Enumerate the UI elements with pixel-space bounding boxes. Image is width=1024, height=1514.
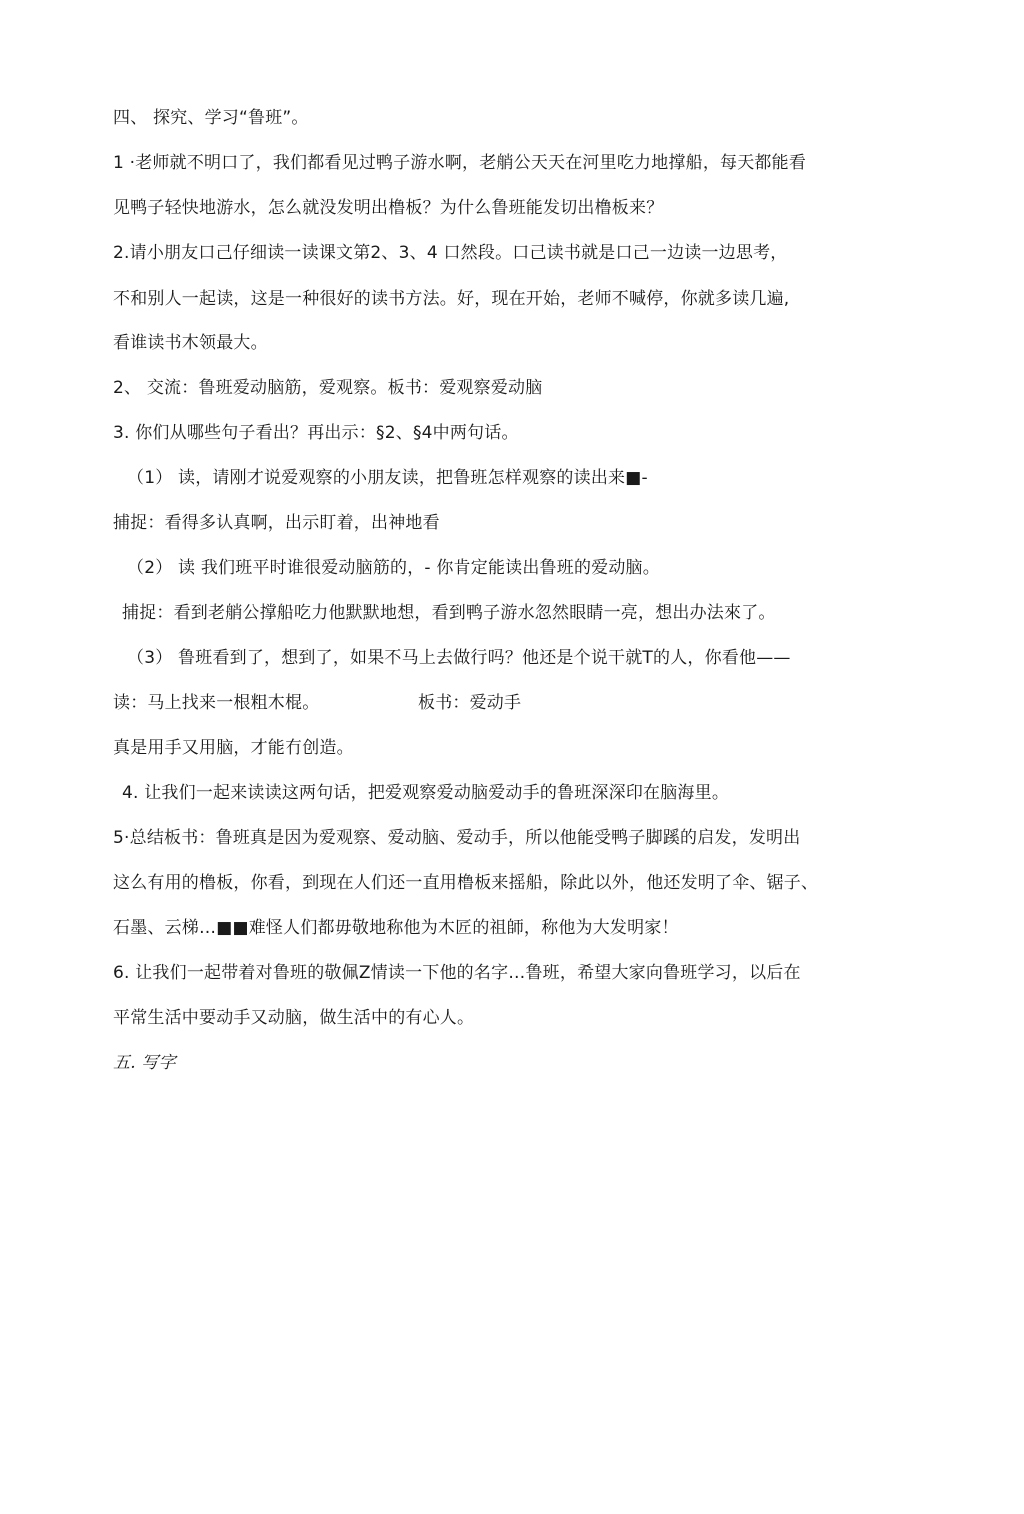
item-1-capture: 捕捉：看得多认真啊，出示盯着，出神地看 xyxy=(113,513,440,533)
item-3-summary: 真是用手又用脑，才能冇创造。 xyxy=(113,738,354,758)
item-3-read: （3） 鲁班看到了，想到了，如果不马上去做行吗？他还是个说干就T的人，你看他—— xyxy=(127,648,791,668)
item-2-capture: 捕捉：看到老艄公撑船吃力他默默地想，看到鸭子游水忽然眼睛一亮，想出办法來了。 xyxy=(122,603,776,623)
section-heading-4: 四、 探究、学习“鲁班”。 xyxy=(113,108,309,128)
item-1-read: （1） 读，请刚才说爱观察的小朋友读，把鲁班怎样观察的读出来■- xyxy=(127,468,648,488)
paragraph-7-line-2: 平常生活中要动手又动脑，做生活中的有心人。 xyxy=(113,1008,475,1028)
section-heading-5: 五. 写字 xyxy=(113,1053,176,1073)
paragraph-2-line-2: 不和别人一起读，这是一种很好的读书方法。好，现在开始，老师不喊停，你就多读几遍, xyxy=(113,289,790,309)
blackboard-note: 板书：爱动手 xyxy=(418,693,522,713)
paragraph-1-line-1: 1 ·老师就不明口了，我们都看见过鸭子游水啊，老艄公天天在河里吃力地撑船，每天都能看 xyxy=(113,153,807,173)
paragraph-3: 2、 交流：鲁班爱动脑筋，爱观察。板书：爱观察爱动脑 xyxy=(113,378,543,398)
paragraph-1-line-2: 见鸭子轻快地游水，怎么就没发明出橹板？为什么鲁班能发切出橹板来？ xyxy=(113,198,664,218)
paragraph-5: 4. 让我们一起来读读这两句话，把爱观察爱动脑爱动手的鲁班深深印在脑海里。 xyxy=(122,783,730,803)
paragraph-6-line-1: 5·总结板书：鲁班真是因为爱观察、爱动脑、爱动手，所以他能受鸭子脚蹊的启发，发明出 xyxy=(113,828,801,848)
paragraph-4: 3. 你们从哪些句子看出？再出示：§2、§4中两句话。 xyxy=(113,423,519,443)
item-2-read: （2） 读 我们班平时谁很爱动脑筋的，- 你肯定能读出鲁班的爱动脑。 xyxy=(127,558,660,578)
paragraph-6-line-2: 这么有用的橹板，你看，到现在人们还一直用橹板来摇船，除此以外，他还发明了伞、锯子、 xyxy=(113,873,819,893)
paragraph-2-line-1: 2.请小朋友口己仔细读一读课文第2、3、4 口然段。口己读书就是口己一边读一边思考， xyxy=(113,243,788,263)
paragraph-6-line-3: 石墨、云梯…■■难怪人们都毋敬地称他为木匠的祖師，称他为大发明家！ xyxy=(113,918,679,938)
item-3-reading: 读：马上找来一根粗木棍。 xyxy=(113,693,320,713)
paragraph-7-line-1: 6. 让我们一起带着对鲁班的敬佩Z情读一下他的名字…鲁班，希望大家向鲁班学习，以后在 xyxy=(113,963,801,983)
paragraph-2-line-3: 看谁读书木领最大。 xyxy=(113,333,268,353)
